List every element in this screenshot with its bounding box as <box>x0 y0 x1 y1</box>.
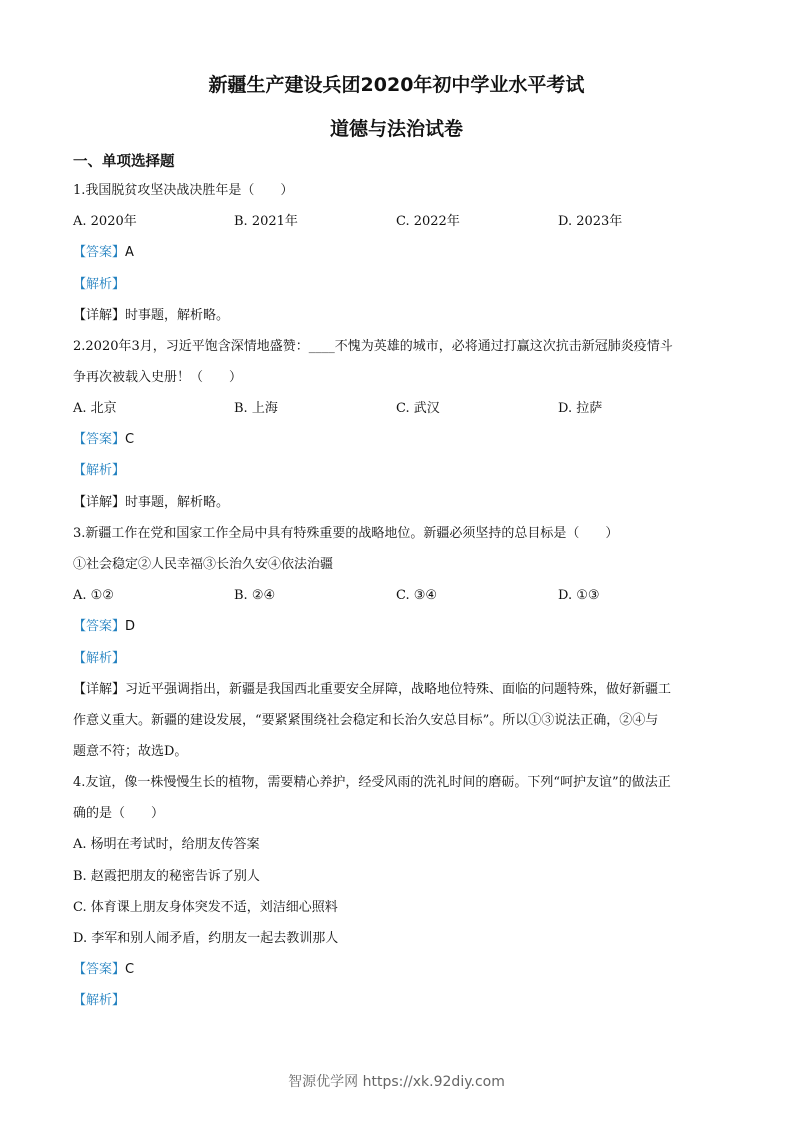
answer-value: C <box>125 962 135 977</box>
answer-tag: 【答案】 <box>73 962 126 977</box>
detail-text: 时事题，解析略。 <box>125 495 230 510</box>
q1-analysis <box>73 276 125 294</box>
q3-option-b: B. ②④ <box>234 588 276 603</box>
q1-option-c: C. 2022年 <box>396 214 460 229</box>
question-2-stem-line1: 2.2020年3月，习近平饱含深情地盛赞：____不愧为英雄的城市，必将通过打赢这次抗击新冠肺炎疫情斗 <box>73 339 673 354</box>
q3-option-a: A. ①② <box>73 588 114 603</box>
analysis-tag: 【解析】 <box>73 651 126 666</box>
exam-title: 新疆生产建设兵团2020年初中学业水平考试 <box>208 74 585 96</box>
q4-analysis <box>73 992 125 1010</box>
exam-subtitle: 道德与法治试卷 <box>329 118 463 140</box>
q3-analysis <box>73 650 125 668</box>
q4-answer <box>73 961 134 979</box>
q3-answer <box>73 618 135 636</box>
question-1-stem: 1.我国脱贫攻坚决战决胜年是（ ） <box>73 183 294 198</box>
q4-option-c: C. 体育课上朋友身体突发不适，刘洁细心照料 <box>73 900 338 915</box>
section-heading: 一、单项选择题 <box>73 154 175 170</box>
answer-value: D <box>125 619 136 634</box>
answer-value: A <box>125 245 134 260</box>
q1-detail <box>73 307 229 325</box>
q2-option-b: B. 上海 <box>234 401 278 416</box>
q1-option-d: D. 2023年 <box>558 214 623 229</box>
answer-value: C <box>125 432 135 447</box>
answer-tag: 【答案】 <box>73 432 126 447</box>
detail-tag: 【详解】 <box>73 495 126 510</box>
analysis-tag: 【解析】 <box>73 463 126 478</box>
q4-option-b: B. 赵霞把朋友的秘密告诉了别人 <box>73 869 260 884</box>
q2-option-c: C. 武汉 <box>396 401 440 416</box>
question-3-items: ①社会稳定②人民幸福③长治久安④依法治疆 <box>73 557 334 572</box>
q3-detail-line1 <box>73 681 671 699</box>
q3-detail-line2: 作意义重大。新疆的建设发展，“要紧紧围绕社会稳定和长治久安总目标”。所以①③说法正确，②④与 <box>73 713 659 728</box>
answer-tag: 【答案】 <box>73 245 126 260</box>
detail-text: 习近平强调指出，新疆是我国西北重要安全屏障，战略地位特殊、面临的问题特殊，做好新疆工 <box>125 682 672 697</box>
q1-answer <box>73 244 134 262</box>
q4-option-a: A. 杨明在考试时，给朋友传答案 <box>73 837 260 852</box>
footer-watermark: 智源优学网 https://xk.92diy.com <box>288 1074 505 1090</box>
q2-analysis <box>73 462 125 480</box>
question-2-stem-line2: 争再次被载入史册！（ ） <box>73 370 243 385</box>
analysis-tag: 【解析】 <box>73 277 126 292</box>
detail-tag: 【详解】 <box>73 308 126 323</box>
q2-option-d: D. 拉萨 <box>558 401 603 416</box>
q3-option-d: D. ①③ <box>558 588 600 603</box>
q1-option-b: B. 2021年 <box>234 214 298 229</box>
analysis-tag: 【解析】 <box>73 993 126 1008</box>
q2-option-a: A. 北京 <box>73 401 117 416</box>
q4-option-d: D. 李军和别人闹矛盾，约朋友一起去教训那人 <box>73 931 339 946</box>
q2-detail <box>73 494 229 512</box>
q3-option-c: C. ③④ <box>396 588 438 603</box>
question-4-stem-line1: 4.友谊，像一株慢慢生长的植物，需要精心养护，经受风雨的洗礼时间的磨砺。下列“呵护友谊”的做法正 <box>73 775 671 790</box>
answer-tag: 【答案】 <box>73 619 126 634</box>
detail-tag: 【详解】 <box>73 682 126 697</box>
q3-detail-line3: 题意不符；故选D。 <box>73 744 188 759</box>
question-3-stem: 3.新疆工作在党和国家工作全局中具有特殊重要的战略地位。新疆必须坚持的总目标是（ ） <box>73 526 619 541</box>
q2-answer <box>73 431 134 449</box>
q1-option-a: A. 2020年 <box>73 214 137 229</box>
question-4-stem-line2: 确的是（ ） <box>73 806 165 821</box>
detail-text: 时事题，解析略。 <box>125 308 230 323</box>
